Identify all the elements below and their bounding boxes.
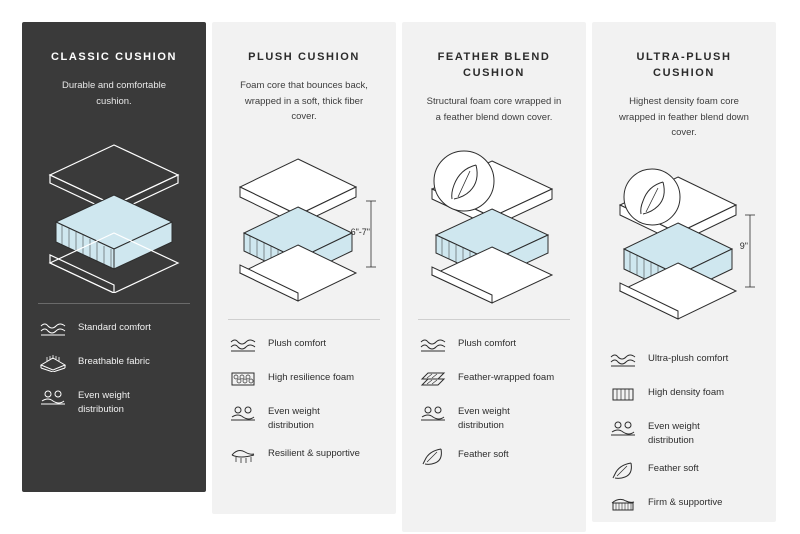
even-weight-icon <box>38 386 68 408</box>
feature-label: High resilience foam <box>268 371 355 383</box>
wave-lines-icon <box>228 334 258 356</box>
feature-list-plush <box>228 334 380 467</box>
feature-label: Even weight distribution <box>268 405 320 431</box>
feature-item <box>228 444 380 466</box>
firm-support-icon <box>608 493 638 515</box>
feature-label: Even weight distribution <box>648 420 700 446</box>
feature-item <box>38 386 190 417</box>
feature-item <box>38 318 190 340</box>
divider <box>228 319 380 320</box>
feature-label: High density foam <box>648 386 725 398</box>
feature-label: Resilient & supportive <box>268 448 360 460</box>
card-title: CLASSIC CUSHION <box>50 51 178 63</box>
card-classic-cushion[interactable] <box>22 22 206 492</box>
card-description: Durable and comfortable cushion. <box>61 79 167 107</box>
measurement-label-ultra-plush: 9" <box>739 240 748 251</box>
feature-item <box>608 417 760 448</box>
feature-label: Ultra-plush comfort <box>648 352 729 364</box>
wave-lines-icon <box>418 334 448 356</box>
measurement-label-plush: 6"-7" <box>350 226 370 237</box>
divider <box>38 303 190 304</box>
feature-item <box>38 352 190 374</box>
feature-item <box>228 334 380 356</box>
breathable-fabric-icon <box>38 352 68 374</box>
wave-lines-icon <box>38 318 68 340</box>
feature-label: Plush comfort <box>458 338 517 350</box>
feature-list-classic <box>38 318 190 417</box>
card-description: Highest density foam core wrapped in feather blend down cover. <box>619 95 749 139</box>
even-weight-icon <box>418 402 448 424</box>
feature-label: Firm & supportive <box>648 497 723 509</box>
feature-item <box>228 368 380 390</box>
feature-label: Breathable fabric <box>78 356 150 368</box>
feature-list-feather-blend <box>418 334 570 467</box>
resilient-support-icon <box>228 444 258 466</box>
feature-label: Standard comfort <box>78 322 151 334</box>
card-title: PLUSH CUSHION <box>248 51 360 63</box>
card-feather-blend-cushion[interactable] <box>402 22 586 532</box>
cushion-illustration-classic <box>38 123 190 293</box>
feature-label: Even weight distribution <box>458 406 510 431</box>
feather-wrapped-icon <box>418 368 448 390</box>
feature-item <box>608 349 760 371</box>
divider <box>418 319 570 320</box>
card-ultra-plush-cushion[interactable] <box>592 22 776 522</box>
feature-item <box>418 402 570 433</box>
card-plush-cushion[interactable] <box>212 22 396 514</box>
cushion-illustration-plush <box>228 139 380 309</box>
feature-label: Feather soft <box>648 463 699 475</box>
feature-item <box>228 402 380 433</box>
feature-label: Even weight distribution <box>78 390 130 416</box>
feature-item <box>418 334 570 356</box>
high-density-foam-icon <box>608 383 638 405</box>
card-description: Foam core that bounces back, wrapped in a soft, thick fiber cover. <box>240 79 368 123</box>
feature-list-ultra-plush <box>608 349 760 516</box>
high-resilience-foam-icon <box>228 368 258 390</box>
card-title: ULTRA-PLUSH CUSHION <box>636 51 732 79</box>
card-title: FEATHER BLEND CUSHION <box>437 51 551 79</box>
wave-lines-icon <box>608 349 638 371</box>
feather-icon <box>608 459 638 481</box>
feature-item <box>608 383 760 405</box>
feature-item <box>608 493 760 515</box>
cushion-illustration-ultra-plush <box>608 155 760 325</box>
feature-label: Plush comfort <box>268 337 327 349</box>
even-weight-icon <box>228 402 258 424</box>
feature-item <box>608 459 760 481</box>
card-description: Structural foam core wrapped in a feather blend down cover. <box>426 95 562 123</box>
cushion-illustration-feather-blend <box>418 139 570 309</box>
feature-label: Feather-wrapped foam <box>458 372 555 384</box>
feather-icon <box>418 445 448 467</box>
feature-item <box>418 368 570 390</box>
even-weight-icon <box>608 417 638 439</box>
feature-label: Feather soft <box>458 448 509 460</box>
feature-item <box>418 445 570 467</box>
